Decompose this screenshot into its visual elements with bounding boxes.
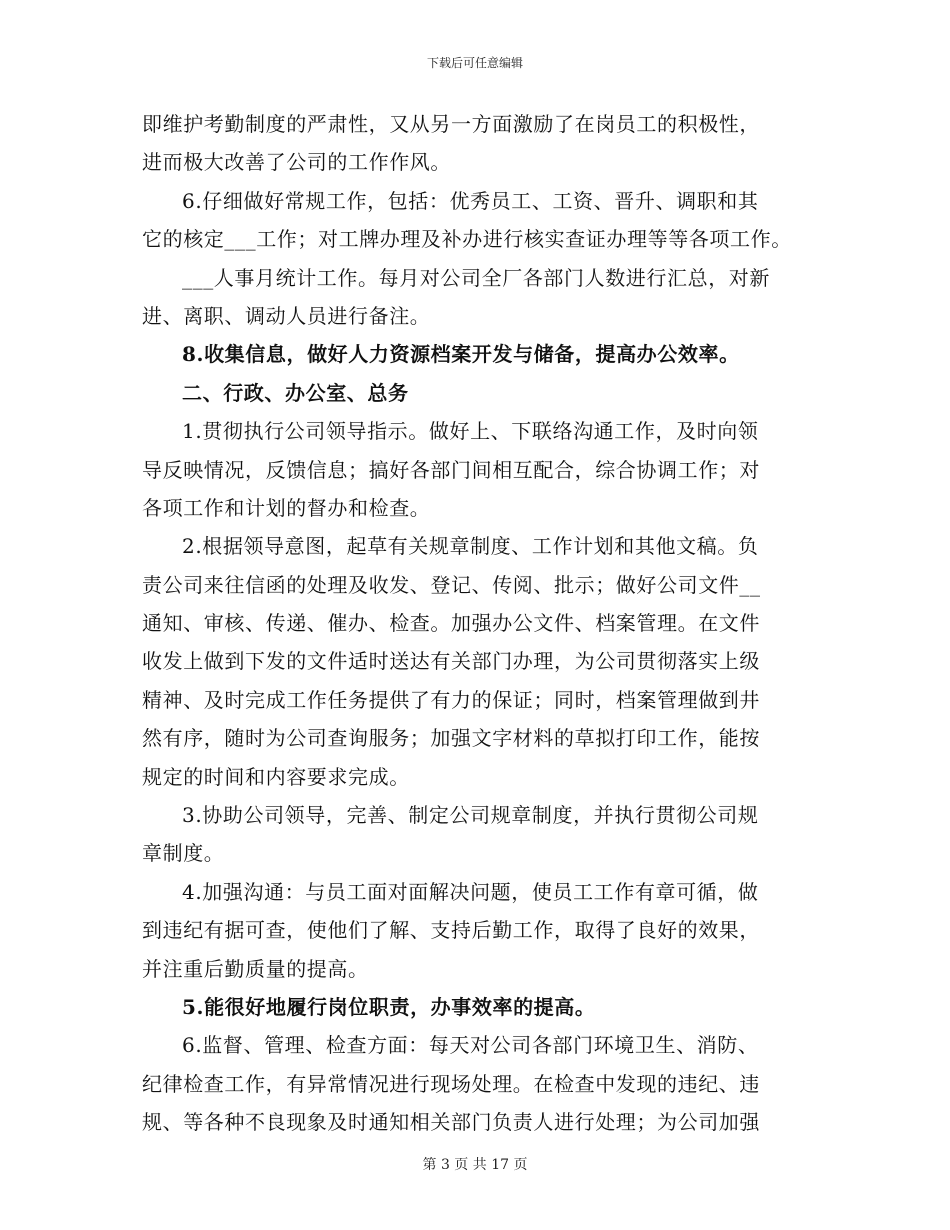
text-line: 精神、及时完成工作任务提供了有力的保证；同时，档案管理做到井 (142, 687, 760, 712)
text-line: 进而极大改善了公司的工作作风。 (142, 150, 451, 175)
text-line: 章制度。 (142, 841, 225, 866)
text-line: 6.仔细做好常规工作，包括：优秀员工、工资、晋升、调职和其 (182, 188, 759, 213)
text-line: 通知、审核、传递、催办、检查。加强办公文件、档案管理。在文件 (142, 611, 760, 636)
text-line: 收发上做到下发的文件适时送达有关部门办理，为公司贯彻落实上级 (142, 649, 760, 674)
section-heading: 8.收集信息，做好人力资源档案开发与储备，提高办公效率。 (182, 342, 740, 367)
text-line: 进、离职、调动人员进行备注。 (142, 303, 431, 328)
text-line: 它的核定___工作；对工牌办理及补办进行核实查证办理等等各项工作。 (142, 227, 792, 252)
section-heading: 二、行政、办公室、总务 (182, 380, 409, 405)
text-line: 到违纪有据可查，使他们了解、支持后勤工作，取得了良好的效果， (142, 918, 760, 943)
document-body (142, 105, 808, 1142)
page-header: 下载后可任意编辑 (426, 56, 523, 70)
text-line: 责公司来往信函的处理及收发、登记、传阅、批示；做好公司文件__ (142, 572, 761, 597)
section-heading: 5.能很好地履行岗位职责，办事效率的提高。 (182, 994, 596, 1019)
text-line: 4.加强沟通：与员工面对面解决问题，使员工工作有章可循，做 (182, 879, 759, 904)
text-line: 规、等各种不良现象及时通知相关部门负责人进行处理；为公司加强 (142, 1110, 760, 1135)
text-line: 并注重后勤质量的提高。 (142, 956, 369, 981)
text-line: 即维护考勤制度的严肃性，又从另一方面激励了在岗员工的积极性， (142, 112, 760, 136)
text-line: 纪律检查工作，有异常情况进行现场处理。在检查中发现的违纪、违 (142, 1071, 760, 1096)
text-line: 1.贯彻执行公司领导指示。做好上、下联络沟通工作，及时向领 (182, 419, 759, 444)
text-line: 各项工作和计划的督办和检查。 (142, 495, 431, 520)
text-line: 然有序，随时为公司查询服务；加强文字材料的草拟打印工作，能按 (142, 726, 760, 751)
text-line: 6.监督、管理、检查方面：每天对公司各部门环境卫生、消防、 (182, 1033, 759, 1058)
text-line: 导反映情况，反馈信息；搞好各部门间相互配合，综合协调工作；对 (142, 457, 760, 482)
text-line: 规定的时间和内容要求完成。 (142, 764, 410, 789)
text-line: 2.根据领导意图，起草有关规章制度、工作计划和其他文稿。负 (182, 534, 759, 559)
text-line: ___人事月统计工作。每月对公司全厂各部门人数进行汇总，对新 (182, 265, 770, 290)
page-footer: 第 3 页 共 17 页 (422, 1157, 528, 1173)
text-line: 3.协助公司领导，完善、制定公司规章制度，并执行贯彻公司规 (182, 803, 759, 828)
